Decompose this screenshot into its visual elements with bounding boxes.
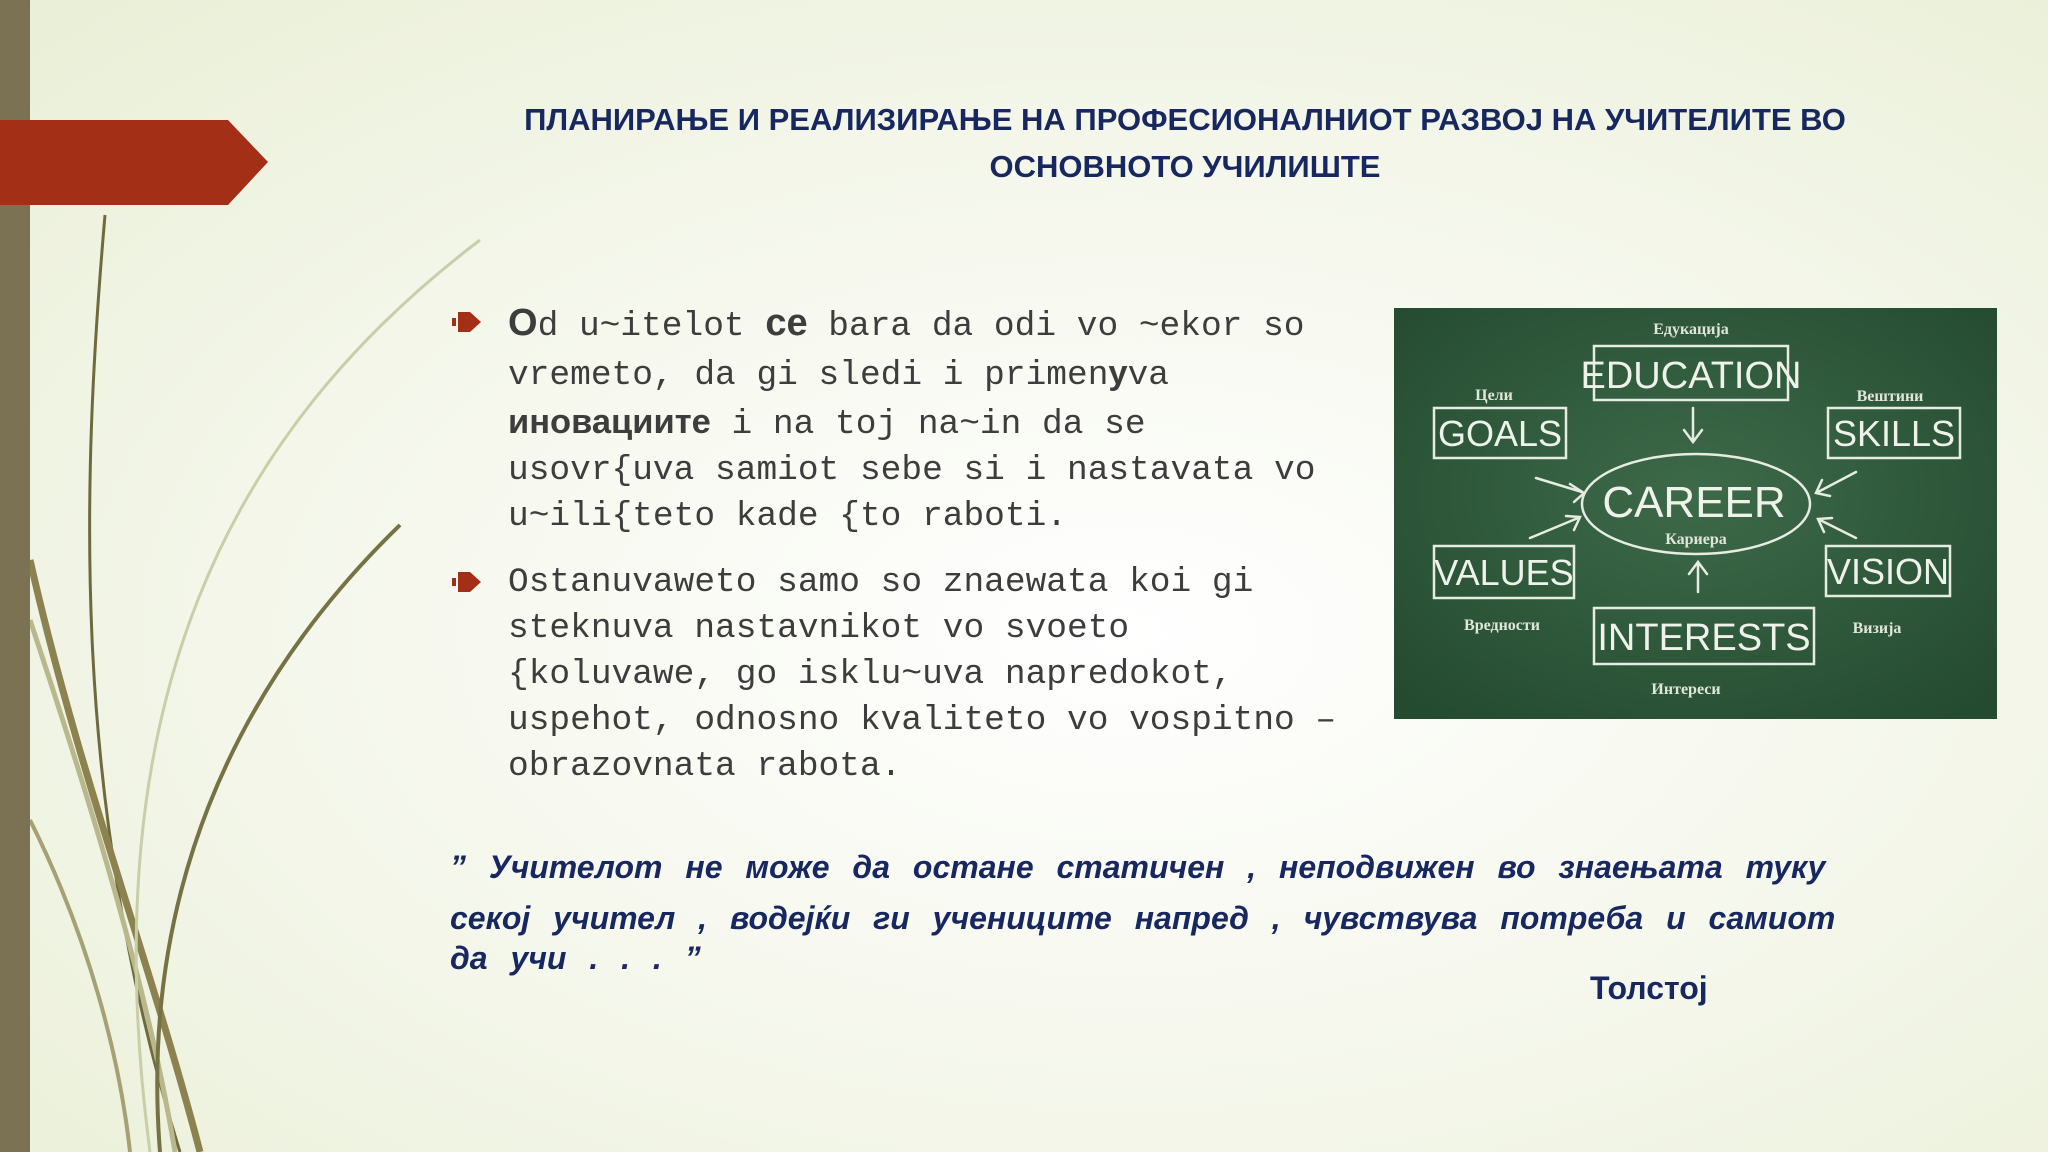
node-sub-education: Едукација	[1653, 321, 1729, 338]
bullet-1-segment-6: va	[1127, 356, 1170, 395]
quote	[450, 842, 1882, 974]
node-sub-skills: Вештини	[1856, 388, 1924, 405]
node-label-education: EDUCATION	[1580, 355, 1802, 397]
node-label-interests: INTERESTS	[1597, 617, 1811, 659]
quote-author: Толстој	[1590, 970, 1708, 1006]
bullet-item-1	[450, 300, 1350, 540]
quote-line-2: секој учител , водејќи ги учениците напред , чувствува потреба и самиот	[450, 900, 1836, 936]
slide-title	[470, 96, 1900, 190]
quote-line-3: да учи . . . ”	[450, 940, 701, 976]
node-sub-values: Вредности	[1464, 617, 1540, 634]
node-sub-career: Кариера	[1665, 531, 1727, 548]
bullet-list	[450, 300, 1350, 810]
node-label-skills: SKILLS	[1832, 413, 1956, 454]
node-label-vision: VISION	[1826, 551, 1950, 592]
arrow-bullet-icon	[452, 311, 482, 333]
node-label-goals: GOALS	[1437, 413, 1563, 454]
quote-line-1: ” Учителот не може да остане статичен , неподвижен во знаењата туку	[450, 849, 1826, 885]
title-line-2: ОСНОВНОТО УЧИЛИШТЕ	[989, 149, 1381, 184]
node-label-career: CAREER	[1602, 478, 1786, 527]
bullet-1-segment-1: O	[508, 302, 538, 344]
node-sub-goals: Цели	[1475, 387, 1513, 404]
bullet-1-segment-2: d u~itelot	[537, 307, 766, 346]
bullet-item-2	[450, 560, 1350, 790]
bullet-1-segment-4: bara da odi vo ~ekor so vremeto, da gi sledi i primen	[508, 307, 1305, 395]
bullet-1-segment-8: i na toj na~in da se usovr{uva samiot sebe si i nastavata vo u~ili{teto kade {to raboti.	[508, 405, 1316, 536]
bullet-1-segment-3: ce	[765, 302, 808, 344]
bullet-1-segment-7: иновациите	[508, 403, 711, 441]
node-label-values: VALUES	[1434, 552, 1574, 593]
node-sub-vision: Визија	[1852, 620, 1902, 637]
red-arrow-shape	[0, 120, 268, 205]
title-line-1: ПЛАНИРАЊЕ И РЕАЛИЗИРАЊЕ НА ПРОФЕСИОНАЛНИОТ РАЗВОЈ НА УЧИТЕЛИТЕ ВО	[524, 102, 1846, 137]
bullet-2-text: Ostanuvaweto samo so znaewata koi gi steknuva nastavnikot vo svoeto {koluvawe, go isklu~uva napredokot, uspehot, odnosno kvaliteto vo vospitno – obrazovnata rabota.	[508, 563, 1337, 786]
career-chalkboard-image	[1394, 308, 1997, 719]
arrow-bullet-icon	[452, 571, 482, 593]
bullet-1-segment-5: y	[1108, 354, 1128, 392]
node-sub-interests: Интереси	[1651, 681, 1721, 698]
